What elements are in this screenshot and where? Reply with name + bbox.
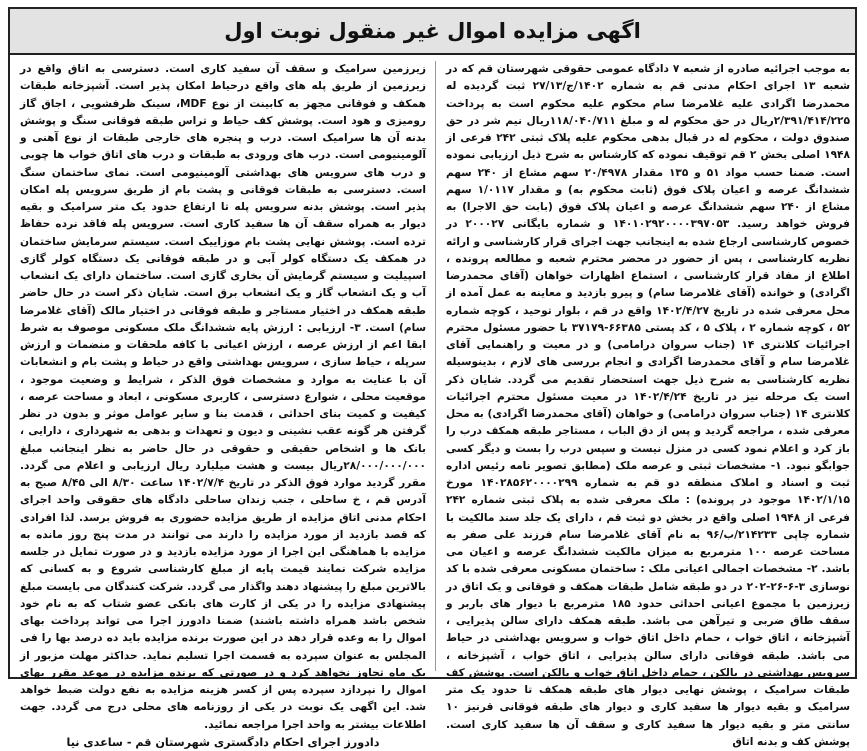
left-column [20,61,430,749]
signature: دادورز اجرای احکام دادگستری شهرستان قم - ساعدی نیا [66,735,380,749]
title-bar [10,9,855,55]
column-divider [435,61,436,671]
left-column-text: زیرزمین سرامیک و سقف آن سفید کاری است. دسترسی به اتاق واقع در زیرزمین از طریق پله های واقع درحیاط امکان پذیر است. آشپزخانه طبقات همکف و فوقانی مجهز به کابینت از نوع MDF، سینک ظرفشویی ، اجاق گاز رومیزی و هود است. پوشش کف حیاط و تراس طبقه فوقانی سنگ و پوشش بدنه آن ها سرامیک است. درب و پنجره های خارجی طبقات از نوع آهنی و آلومینیومی است. درب های ورودی به طبقات و درب های اتاق خواب ها چوبی و درب های سرویس های بهداشتی آلومینیومی است. نمای ساختمان سنگ است. دسترسی به طبقات فوقانی و پشت بام از طریق سرویس پله امکان پذیر است. پوشش بدنه سرویس پله تا ارتفاع حدود یک متر سرامیک و بقیه دیوار به همراه سقف آن ها سفید کاری است. سرویس پله فاقد نرده حفاظ ترده است. پوشش نهایی پشت بام موزاییک است. سیستم سرمایش ساختمان در همکف یک دستگاه کولر آبی و در طبقه فوقانی یک دستگاه کولر گازی اسپیلیت و سیستم گرمایش آن بخاری گازی است. ساختمان دارای یک انشعاب آب و یک انشعاب گاز و یک انشعاب برق است. شایان ذکر است در حال حاضر طبقه همکف در اختیار مستاجر و طبقه فوقانی در اختیار مالک (آقای غلامرضا سام) است. ۳- ارزیابی : ارزش پایه ششدانگ ملک مسکونی موصوف به شرط ابقا اعم از ارزش عرصه ، ارزش اعیانی با کافه ملحقات و منضمات و ارزش سرپله ، حیاط سازی ، سرویس بهداشتی واقع در حیاط و پشت بام و انشعابات آن با عنایت به موارد و مشخصات فوق الذکر ، شرایط و وضعیت موجود ، موقعیت محلی ، شوارع دسترسی ، کاربری مسکونی ، ابعاد و مساحت عرصه ، کیفیت و کمیت بنای احداثی ، قدمت بنا و سایر عوامل موثر و بدون در نظر گرفتن هر گونه عقب نشینی و دیون و تعهدات و بدهی به شهرداری ، دارایی ، بانک ها و اشخاص حقیقی و حقوقی در حال حاضر به نظر اینجانب مبلغ ۲۸/۰۰۰/۰۰۰/۰۰۰ریال بیست و هشت میلیارد ریال ارزیابی و اعلام می گردد. مقرر گردید موارد فوق الذکر در تاریخ ۱۴۰۲/۷/۴ ساعت ۸/۳۰ الی ۸/۴۵ صبح به آدرس قم ، خ ساحلی ، جنب زندان ساحلی دادگاه های حقوقی واحد اجرای احکام مدنی اتاق مزایده از طریق مزایده حضوری به فروش برسد. لذا افرادی که قصد بازدید از مورد مزایده را دارند می توانند در مدت پنج روز مانده به مزایده با هماهنگی این اجرا از مورد مزایده بازدید و در صورت تمایل در جلسه مزایده شرکت نمایند قیمت پایه از مبلغ کارشناسی شروع و به کسانی که بالاترین مبلغ را پیشنهاد دهند واگذار می گردد. شرکت کنندگان می بایست مبلغ پیشنهادی مزایده را در یکی از کارت های بانکی عضو شتاب که به نام خود شخص باشد همراه داشته باشند) ضمنا دادورز اجرا می تواند پرداخت بهای اموال را به وعده قرار دهد در این صورت برنده مزایده باید ده درصد بها را فی المجلس به عنوان سپرده به قسمت اجرا تسلیم نماید. حداکثر مهلت مزبور از یک ماه تجاوز نخواهد کرد و در صورتی که برنده مزایده در موعد مقرر بهای اموال را نپردازد سپرده پس از کسر هزینه مزایده به نفع دولت ضبط خواهد شد. این اگهی یک نوبت در یکی از روزنامه های محلی درج می گردد. جهت اطلاعات بیشتر به واحد اجرا مراجعه نمائید. [20,63,427,731]
right-column [442,61,851,748]
notice-sheet [8,7,857,749]
right-column-text: به موجب اجرائیه صادره از شعبه ۷ دادگاه عمومی حقوقی شهرستان قم که در شعبه ۱۳ اجرای احکام مدنی قم به شماره ۱۴۰۲/ج/۲۷/۱۳ ثبت گردیده له محمدرضا اگرادی علیه غلامرضا سام محکوم علیه محکوم است به پرداخت ۲/۳۹۱/۴۱۴/۲۲۵ریال در حق محکوم له و مبلغ ۱۱۸/۰۴۰/۷۱۱ریال نیم شر در حق صندوق دولت ، محکوم له در قبال بدهی محکوم علیه پلاک ثبتی ۲۴۲ فرعی از ۱۹۴۸ اصلی بخش ۲ قم توقیف نموده که کارشناس به شرح ذیل ارزیابی نموده است. ضمنا حسب مواد ۵۱ و ۱۳۵ مقدار ۲۰/۴۹۷۸ سهم مشاع از ۲۴۰ سهم ششدانگ عرصه و اعیان پلاک فوق (ثابت محکوم به) و مقدار ۱/۰۱۱۷ سهم مشاع از ۲۴۰ سهم ششدانگ عرصه و اعیان پلاک فوق (بابت حق الاجرا) به فروش خواهد رسید. ۱۴۰۱۰۲۹۲۰۰۰۰۳۹۷۰۵۳ و شماره بایگانی ۲۰۰۰۲۷ در خصوص کارشناسی ارجاع شده به اینجانب جهت اجرای قرار کارشناسی و ارائه نظریه کارشناسی ، پس از حضور در محضر محترم شعبه و مطالعه پرونده ، اطلاع از مفاد قرار کارشناسی ، استماع اظهارات خواهان (آقای محمدرضا اگرادی) و خوانده (آقای غلامرضا سام) و پیرو بازدید و معاینه به عمل آمده از محل معرفی شده در تاریخ ۱۴۰۲/۴/۲۷ واقع در قم ، بلوار توحید ، کوچه شماره ۵۲ ، کوچه شماره ۲ ، پلاک ۵ ، کد پستی ۶۶۳۸۵-۳۷۱۷۹ با حضور مسئول محترم اجرائیات کلانتری ۱۴ (جناب سروان درامامی) و در معیت و راهنمایی آقای غلامرضا سام و آقای محمدرضا اگرادی و انجام بررسی های لازم ، بدینوسیله نظریه کارشناسی به شرح ذیل جهت استحضار تقدیم می گردد. شایان ذکر است یک مرحله نیز در تاریخ ۱۴۰۲/۴/۲۴ در معیت مسئول محترم اجرائیات کلانتری ۱۴ (جناب سروان درامامی) و خواهان (آقای محمدرضا اگرادی) به محل معرفی شده ، مراجعه گردید و پس از دق الباب ، مستاجر طبقه همکف درب را باز کرد و اعلام نمود کسی در منزل نیست و سپس درب را بست و دیگر کسی جوابگو نبود. ۱- مشخصات ثبتی و عرصه ملک (مطابق تصویر نامه رئیس اداره ثبت و اسناد و املاک منطقه دو قم به شماره ۱۴۰۲۸۵۶۲۰۰۰۰۲۹۹ مورخ ۱۴۰۲/۱/۱۵ موجود در پرونده) : ملک معرفی شده به پلاک ثبتی شماره ۲۴۲ فرعی از ۱۹۴۸ اصلی واقع در بخش دو ثبت قم ، دارای یک جلد سند مالکیت با شماره چاپی ۲۱۴۲۳۳/ب/۹۶ به نام آقای غلامرضا سام فرزند علی صفر به مساحت عرصه ۱۰۰ مترمربع به میزان مالکیت ششدانگ عرصه و اعیان می باشد. ۲- مشخصات اجمالی اعیانی ملک : ساختمان مسکونی معرفی شده با کد نوسازی ۳-۶-۲۶-۲۰۲ در دو طبقه شامل طبقات همکف و فوقانی و یک اتاق در زیرزمین با مجموع اعیانی احداثی حدود ۱۸۵ مترمربع با دیوار های باربر و سقف طاق ضربی و تیرآهن می باشد. طبقه همکف دارای سالن پذیرایی ، آشپزخانه ، اتاق خواب ، حمام داخل اتاق خواب و سرویس بهداشتی در حیاط می باشد. طبقه فوقانی دارای سالن پذیرایی ، اتاق خواب ، آشپزخانه ، سرویس بهداشتی در بالکن ، حمام داخل اتاق خواب و بالکن است. پوشش کف طبقات سرامیک ، پوشش نهایی دیوار های طبقه همکف تا حدود یک متر سرامیک و بقیه دیوار ها سفید کاری و دیوار های طبقه فوقانی قرنیز ۱۰ سانتی متر و بقیه دیوار ها سفید کاری و سقف آن ها سفید کاری است. پوشش کف و بدنه اتاق [446,63,851,748]
notice-title: اگهی مزایده اموال غیر منقول نوبت اول [224,19,641,43]
